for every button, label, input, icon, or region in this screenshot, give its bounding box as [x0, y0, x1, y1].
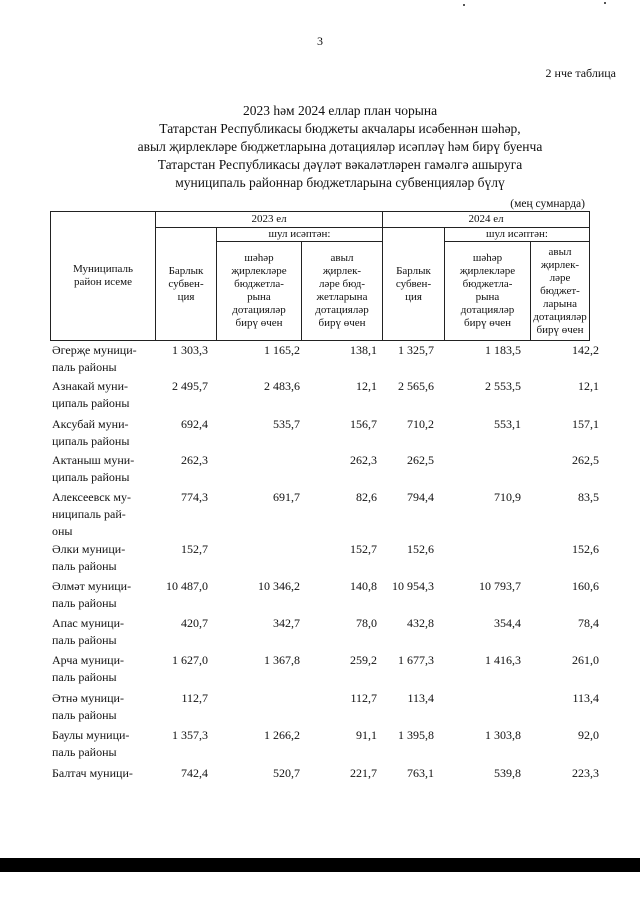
header-text: бюджет-	[540, 284, 580, 297]
cell-t23: 2 495,7	[172, 379, 208, 393]
title-line: Татарстан Республикасы бюджеты акчалары исәбеннән шәһәр,	[159, 121, 521, 136]
scan-speck	[463, 4, 465, 6]
cell-t23: 1 303,3	[172, 343, 208, 357]
header-text: ларына	[542, 297, 578, 310]
cell-t23: 742,4	[181, 766, 208, 780]
header-text: җирлекләре	[459, 265, 516, 277]
municipality-name-line: ципаль районы	[52, 434, 130, 448]
cell-r24: 160,6	[572, 579, 599, 593]
header-text: Барлык	[168, 264, 204, 277]
header-text: район исеме	[73, 276, 133, 288]
header-text: шәһәр	[244, 252, 274, 264]
cell-u24: 553,1	[494, 417, 521, 431]
cell-t24: 1 325,7	[398, 343, 434, 357]
title-line: Татарстан Республикасы дәүләт вәкаләтләрен гамәлгә ашыруга	[157, 157, 523, 172]
cell-r23: 78,0	[356, 616, 377, 630]
header-total-2024	[383, 228, 444, 340]
cell-r24: 262,5	[572, 453, 599, 467]
header-text: ция	[405, 290, 422, 303]
cell-u24: 2 553,5	[485, 379, 521, 393]
cell-r24: 152,6	[572, 542, 599, 556]
header-text: дотацияләр	[315, 304, 369, 316]
cell-t24: 152,6	[407, 542, 434, 556]
cell-t24: 1 395,8	[398, 728, 434, 742]
cell-t23: 420,7	[181, 616, 208, 630]
cell-t24: 2 565,6	[398, 379, 434, 393]
header-text: ция	[177, 290, 195, 303]
cell-r24: 261,0	[572, 653, 599, 667]
municipality-name-line: Әлки муници-	[52, 542, 126, 556]
cell-r23: 138,1	[350, 343, 377, 357]
cell-r23: 91,1	[356, 728, 377, 742]
municipality-name	[52, 690, 152, 724]
cell-t23: 262,3	[181, 453, 208, 467]
municipality-name-line: паль районы	[52, 559, 117, 573]
header-text: Муниципаль	[73, 263, 133, 275]
cell-r23: 152,7	[350, 542, 377, 556]
cell-r24: 78,4	[578, 616, 599, 630]
municipality-name	[52, 378, 152, 412]
page-number: 3	[317, 34, 323, 48]
cell-t24: 794,4	[407, 490, 434, 504]
cell-u24: 10 793,7	[479, 579, 521, 593]
cell-r24: 83,5	[578, 490, 599, 504]
cell-u23: 535,7	[273, 417, 300, 431]
municipality-name-line: Әгерҗе муници-	[52, 343, 137, 357]
header-text: 2023 ел	[251, 213, 287, 225]
municipality-name-line: Актаныш муни-	[52, 453, 135, 467]
cell-u23: 10 346,2	[258, 579, 300, 593]
cell-u23: 691,7	[273, 490, 300, 504]
header-rural-2023	[302, 242, 382, 340]
scan-speck	[604, 2, 606, 4]
municipality-name-line: ниципаль рай-	[52, 507, 126, 521]
cell-u23: 2 483,6	[264, 379, 300, 393]
cell-u24: 1 416,3	[485, 653, 521, 667]
header-text: жетларына	[316, 291, 368, 303]
header-text: субвен-	[168, 277, 204, 290]
header-text: җирлек-	[322, 265, 362, 277]
municipality-name-line: ципаль районы	[52, 396, 130, 410]
title-line: авыл җирлекләре бюджетларына дотацияләр исәпләү һәм бирү буенча	[137, 139, 543, 154]
header-year-2024	[383, 212, 589, 227]
municipality-name	[52, 452, 152, 486]
municipality-name-line: Азнакай муни-	[52, 379, 128, 393]
header-text: җирлекләре	[231, 265, 287, 277]
cell-t24: 1 677,3	[398, 653, 434, 667]
header-text: бирү өчен	[463, 317, 512, 329]
municipality-name-line: Баулы муници-	[52, 728, 130, 742]
cell-r24: 113,4	[572, 691, 599, 705]
cell-t23: 692,4	[181, 417, 208, 431]
cell-u23: 1 367,8	[264, 653, 300, 667]
document-title	[90, 102, 590, 192]
municipality-name-line: паль районы	[52, 670, 117, 684]
header-text: бирү өчен	[318, 317, 366, 329]
cell-r23: 262,3	[350, 453, 377, 467]
cell-t24: 262,5	[407, 453, 434, 467]
municipality-name-line: паль районы	[52, 633, 117, 647]
header-text: рына	[475, 291, 500, 303]
cell-r23: 156,7	[350, 417, 377, 431]
title-line: муниципаль районнар бюджетларына субвенцияләр бүлү	[175, 175, 505, 190]
municipality-name-line: Алексеевск му-	[52, 490, 131, 504]
header-urban-2023	[217, 242, 301, 340]
municipality-name-line: паль районы	[52, 745, 117, 759]
municipality-name-line: Әлмәт муници-	[52, 579, 132, 593]
cell-r23: 82,6	[356, 490, 377, 504]
header-text: Барлык	[396, 264, 431, 277]
cell-t23: 1 627,0	[172, 653, 208, 667]
municipality-name-line: паль районы	[52, 708, 117, 722]
header-text: авыл	[330, 252, 354, 264]
cell-t23: 10 487,0	[166, 579, 208, 593]
cell-t23: 112,7	[181, 691, 208, 705]
cell-t24: 763,1	[407, 766, 434, 780]
cell-t24: 710,2	[407, 417, 434, 431]
header-rural-2024	[531, 242, 589, 340]
cell-t23: 774,3	[181, 490, 208, 504]
cell-r23: 12,1	[356, 379, 377, 393]
unit-label: (мең сумнарда)	[510, 198, 585, 210]
header-year-2023	[156, 212, 382, 227]
cell-t24: 432,8	[407, 616, 434, 630]
municipality-name	[52, 541, 152, 575]
municipality-name	[52, 765, 152, 782]
header-text: субвен-	[395, 277, 432, 290]
header-text: авыл	[548, 245, 572, 258]
cell-t23: 152,7	[181, 542, 208, 556]
header-including-2023	[217, 228, 382, 241]
municipality-name	[52, 489, 152, 540]
municipality-name-line: паль районы	[52, 596, 117, 610]
municipality-name-line: Аксубай муни-	[52, 417, 129, 431]
municipality-name	[52, 342, 152, 376]
header-text: дотацияләр	[460, 304, 515, 316]
header-text: дотацияләр	[232, 304, 286, 316]
header-including-2024	[445, 228, 589, 241]
municipality-name	[52, 727, 152, 761]
header-text: рына	[247, 291, 271, 303]
cell-u23: 1 266,2	[264, 728, 300, 742]
municipality-name-line: Балтач муници-	[52, 766, 133, 780]
header-text: шул исәптән:	[486, 228, 548, 240]
header-text: ләре	[549, 271, 571, 284]
header-text: бирү өчен	[235, 317, 283, 329]
header-text: бюджетла-	[234, 278, 284, 290]
municipality-name-line: паль районы	[52, 360, 117, 374]
cell-u24: 354,4	[494, 616, 521, 630]
cell-r24: 142,2	[572, 343, 599, 357]
cell-r24: 92,0	[578, 728, 599, 742]
table-label: 2 нче таблица	[545, 66, 616, 80]
municipality-name	[52, 416, 152, 450]
cell-r23: 221,7	[350, 766, 377, 780]
cell-u23: 520,7	[273, 766, 300, 780]
header-text: дотацияләр	[533, 310, 587, 323]
cell-r23: 112,7	[350, 691, 377, 705]
cell-u24: 1 303,8	[485, 728, 521, 742]
municipality-name-line: Апас муници-	[52, 616, 125, 630]
cell-t23: 1 357,3	[172, 728, 208, 742]
cell-u24: 710,9	[494, 490, 521, 504]
table-header	[50, 211, 590, 341]
municipality-name-line: ципаль районы	[52, 470, 130, 484]
cell-u23: 342,7	[273, 616, 300, 630]
municipality-name-line: Әтнә муници-	[52, 691, 124, 705]
header-text: 2024 ел	[468, 213, 504, 225]
municipality-name	[52, 652, 152, 686]
cell-t24: 10 954,3	[392, 579, 434, 593]
scan-edge-bar	[0, 858, 640, 872]
header-municipality	[51, 212, 155, 340]
header-text: ләре бюд-	[318, 278, 366, 290]
cell-r24: 12,1	[578, 379, 599, 393]
cell-r23: 140,8	[350, 579, 377, 593]
header-text: шәһәр	[472, 252, 503, 264]
municipality-name	[52, 578, 152, 612]
header-text: бюджетла-	[462, 278, 513, 290]
cell-r23: 259,2	[350, 653, 377, 667]
header-text: шул исәптән:	[268, 228, 331, 240]
cell-u23: 1 165,2	[264, 343, 300, 357]
cell-r24: 223,3	[572, 766, 599, 780]
header-total-2023	[156, 228, 216, 340]
title-line: 2023 һәм 2024 еллар план чорына	[242, 103, 438, 118]
municipality-name	[52, 615, 152, 649]
header-text: бирү өчен	[536, 323, 584, 336]
header-urban-2024	[445, 242, 530, 340]
cell-t24: 113,4	[407, 691, 434, 705]
municipality-name-line: Арча муници-	[52, 653, 125, 667]
cell-r24: 157,1	[572, 417, 599, 431]
header-text: җирлек-	[540, 258, 580, 271]
cell-u24: 1 183,5	[485, 343, 521, 357]
cell-u24: 539,8	[494, 766, 521, 780]
municipality-name-line: оны	[52, 524, 73, 538]
